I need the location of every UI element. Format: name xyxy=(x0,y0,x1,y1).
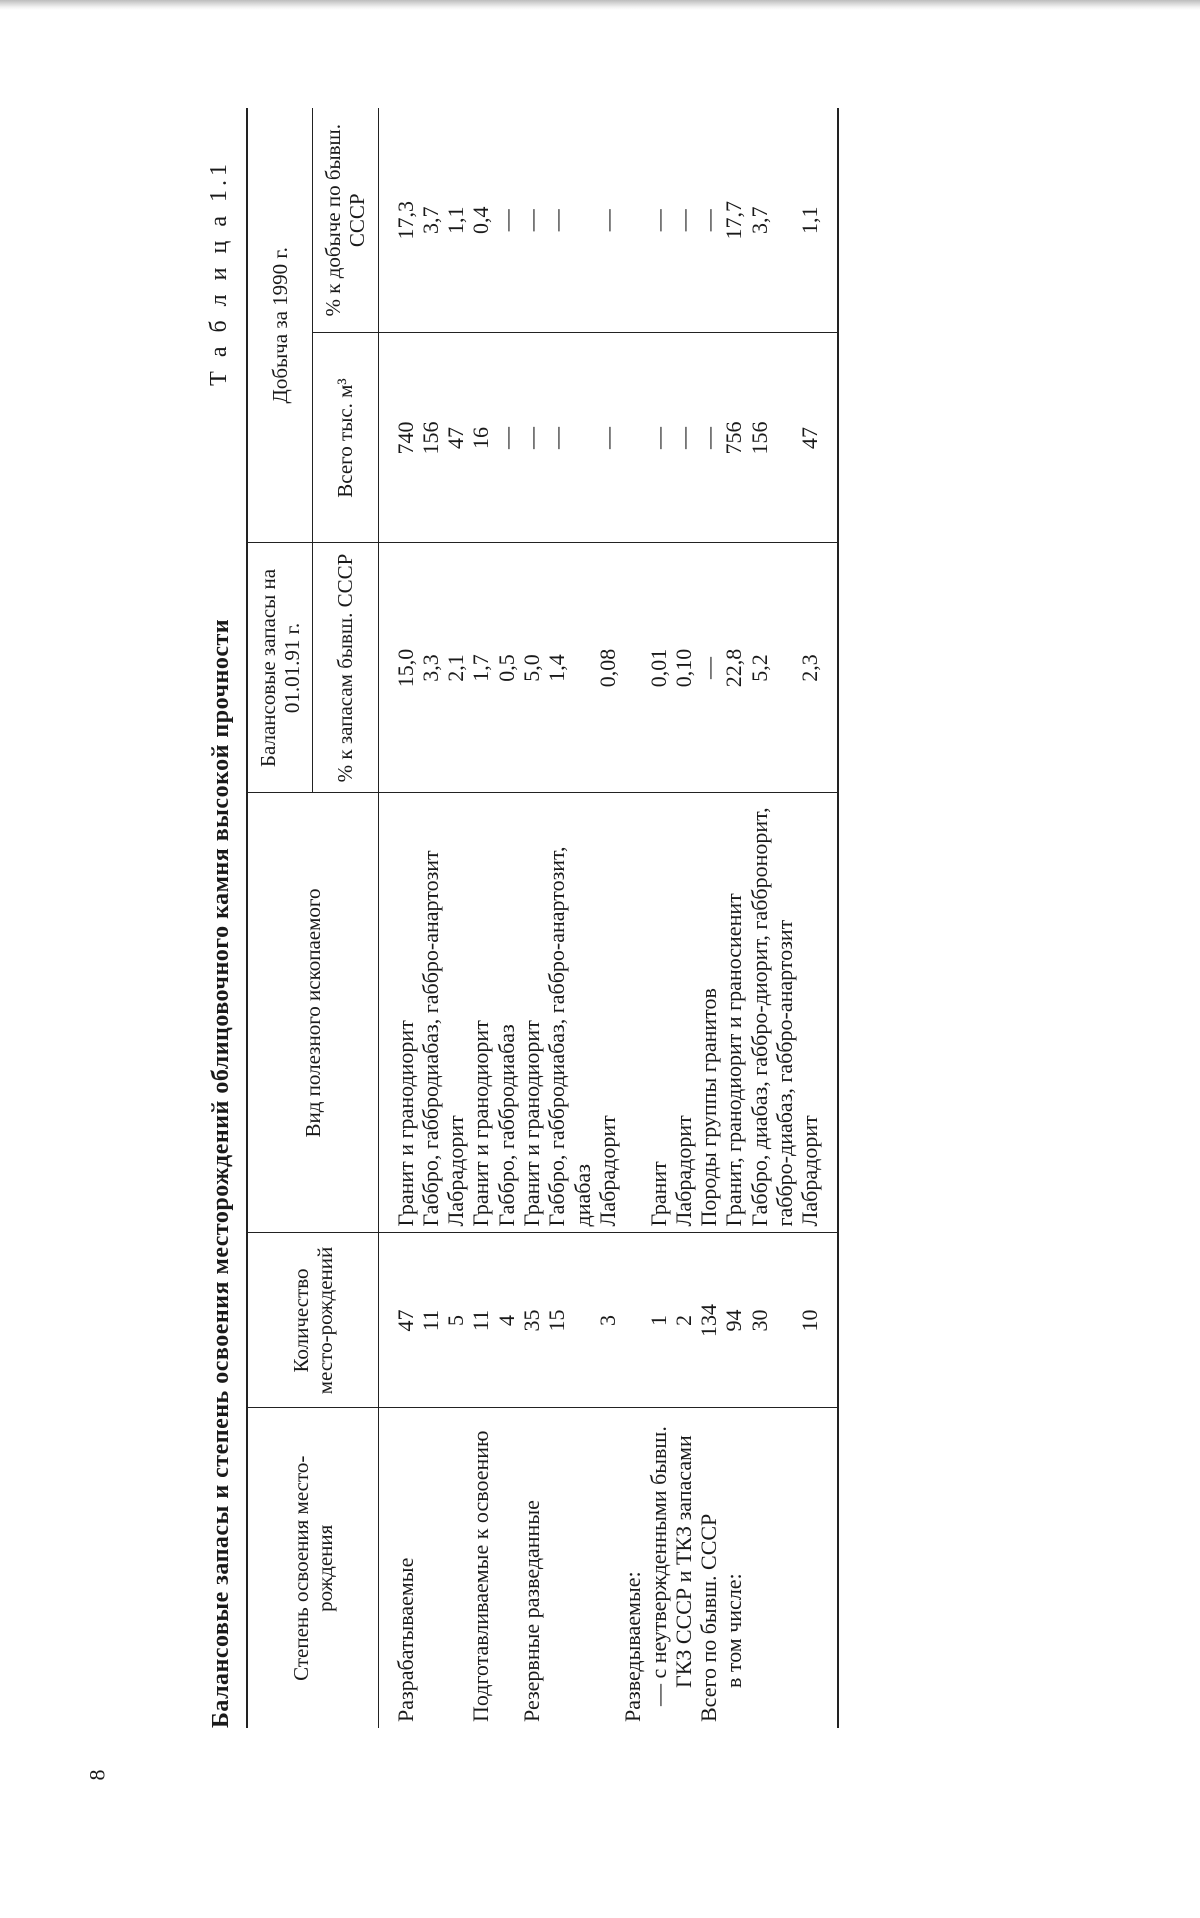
cell-mineral: Лабрадорит xyxy=(443,793,468,1233)
cell-mineral: Гранит и гранодиорит xyxy=(468,793,493,1233)
cell-count: 3 xyxy=(595,1233,620,1408)
cell-production-pct: 3,7 xyxy=(417,206,443,234)
header-stage: Степень освоения место-рождения xyxy=(247,1408,378,1728)
cell-mineral: Гранит и гранодиорит xyxy=(519,793,544,1233)
cell-count: 15 xyxy=(544,1233,595,1408)
cell-production-total: 756 xyxy=(721,333,746,543)
table-row xyxy=(646,108,671,1728)
cell-mineral: Лабрадорит xyxy=(671,793,696,1233)
cell-count: 5 xyxy=(443,1233,468,1408)
cell-count: 47 xyxy=(378,1233,418,1408)
table-row xyxy=(443,108,468,1728)
cell-production-total: 47 xyxy=(443,333,468,543)
table-row xyxy=(620,108,645,1728)
cell-production-pct: — xyxy=(519,209,545,232)
cell-production-pct: — xyxy=(696,209,722,232)
cell-production-total: — xyxy=(519,333,544,543)
cell-stage xyxy=(544,1408,595,1728)
cell-reserves-pct: 1,4 xyxy=(544,543,595,793)
cell-stage: Подготавливаемые к освоению xyxy=(468,1408,493,1728)
cell-mineral: Гранит xyxy=(646,793,671,1233)
cell-stage: ГКЗ СССР и ТКЗ запасами xyxy=(671,1408,696,1728)
table-row xyxy=(595,108,620,1728)
cell-mineral: Лабрадорит xyxy=(797,793,837,1233)
cell-production-total: 156 xyxy=(418,333,443,543)
cell-reserves-pct: 0,10 xyxy=(671,543,696,793)
cell-production-pct: — xyxy=(645,209,671,232)
cell-stage: Всего по бывш. СССР xyxy=(696,1408,721,1728)
cell-production-pct: 3,7 xyxy=(746,206,772,234)
cell-mineral: Габбро, габбродиабаз, габбро-анартозит, диабаз xyxy=(544,793,595,1233)
table-title: Балансовые запасы и степень освоения месторождений облицовочного камня высокой прочности xyxy=(208,618,234,1728)
cell-production-total: — xyxy=(696,333,721,543)
cell-count: 1 xyxy=(646,1233,671,1408)
cell-production-pct: — xyxy=(594,209,620,232)
cell-production-pct: 17,3 xyxy=(392,201,418,240)
cell-production-pct: 17,7 xyxy=(721,201,747,240)
cell-production-total: 16 xyxy=(468,333,493,543)
cell-reserves-pct: 2,1 xyxy=(443,543,468,793)
table-row xyxy=(747,108,798,1728)
cell-production-total: — xyxy=(544,333,595,543)
cell-production-total: 47 xyxy=(797,333,837,543)
cell-reserves-pct: 5,0 xyxy=(519,543,544,793)
table-row xyxy=(378,108,418,1728)
cell-reserves-pct: 0,01 xyxy=(646,543,671,793)
cell-count: 10 xyxy=(797,1233,837,1408)
cell-stage: Разведываемые: xyxy=(620,1408,645,1728)
cell-stage xyxy=(595,1408,620,1728)
cell-mineral: Габбро, габбродиабаз, габбро-анартозит xyxy=(418,793,443,1233)
cell-stage xyxy=(418,1408,443,1728)
cell-reserves-pct: 0,5 xyxy=(494,543,519,793)
cell-production-pct: — xyxy=(544,209,570,232)
cell-mineral: Гранит, гранодиорит и граносиенит xyxy=(721,793,746,1233)
cell-stage: — с неутвержденными бывш. xyxy=(646,1408,671,1728)
header-reserves-pct: % к запасам бывш. СССР xyxy=(313,543,378,793)
table-row xyxy=(519,108,544,1728)
cell-stage xyxy=(747,1408,798,1728)
table-row xyxy=(696,108,721,1728)
cell-count: 134 xyxy=(696,1233,721,1408)
cell-production-pct: 1,1 xyxy=(443,206,469,234)
table-row xyxy=(544,108,595,1728)
cell-production-total: — xyxy=(595,333,620,543)
cell-mineral: Габбро, диабаз, габбро-диорит, габбронорит, габбро-диабаз, габбро-анартозит xyxy=(747,793,798,1233)
table-row xyxy=(671,108,696,1728)
cell-mineral: Породы группы гранитов xyxy=(696,793,721,1233)
scan-top-edge xyxy=(0,0,1200,10)
cell-count: 94 xyxy=(721,1233,746,1408)
cell-mineral: Габбро, габбродиабаз xyxy=(494,793,519,1233)
cell-production-pct: 1,1 xyxy=(797,206,823,234)
cell-count: 4 xyxy=(494,1233,519,1408)
cell-production-total: 740 xyxy=(378,333,418,543)
cell-count: 30 xyxy=(747,1233,798,1408)
cell-reserves-pct: 5,2 xyxy=(747,543,798,793)
page-number: 8 xyxy=(84,1769,110,1781)
header-production-total: Всего тыс. м³ xyxy=(313,333,378,543)
cell-production-pct: — xyxy=(493,209,519,232)
cell-stage: в том числе: xyxy=(721,1408,746,1728)
cell-stage xyxy=(443,1408,468,1728)
rotated-table-block xyxy=(200,108,1090,1728)
cell-production-total xyxy=(620,333,645,543)
cell-production-pct: — xyxy=(670,209,696,232)
cell-stage: Резервные разведанные xyxy=(519,1408,544,1728)
cell-reserves-pct: 1,7 xyxy=(468,543,493,793)
cell-mineral: Гранит и гранодиорит xyxy=(378,793,418,1233)
cell-count: 11 xyxy=(468,1233,493,1408)
header-production: Добыча за 1990 г. xyxy=(247,108,313,543)
cell-reserves-pct: 3,3 xyxy=(418,543,443,793)
cell-count: 35 xyxy=(519,1233,544,1408)
cell-stage xyxy=(494,1408,519,1728)
cell-stage: Разрабатываемые xyxy=(378,1408,418,1728)
table-row xyxy=(797,108,837,1728)
cell-production-pct: 0,4 xyxy=(468,206,494,234)
cell-count: 2 xyxy=(671,1233,696,1408)
cell-reserves-pct: 15,0 xyxy=(378,543,418,793)
cell-reserves-pct xyxy=(620,543,645,793)
reserves-table xyxy=(246,108,839,1728)
cell-mineral: Лабрадорит xyxy=(595,793,620,1233)
cell-production-total: — xyxy=(494,333,519,543)
table-row xyxy=(494,108,519,1728)
cell-production-pct xyxy=(620,108,645,333)
cell-production-total: — xyxy=(671,333,696,543)
cell-mineral xyxy=(620,793,645,1233)
header-production-pct: % к добыче по бывш. СССР xyxy=(313,108,378,333)
cell-reserves-pct: 0,08 xyxy=(595,543,620,793)
table-row xyxy=(418,108,443,1728)
cell-count: 11 xyxy=(418,1233,443,1408)
header-mineral: Вид полезного ископаемого xyxy=(247,793,378,1233)
cell-reserves-pct: 22,8 xyxy=(721,543,746,793)
cell-production-total: — xyxy=(646,333,671,543)
table-label: Т а б л и ц а 1.1 xyxy=(206,160,232,386)
cell-reserves-pct: — xyxy=(696,543,721,793)
cell-reserves-pct: 2,3 xyxy=(797,543,837,793)
cell-production-total: 156 xyxy=(747,333,798,543)
header-count: Количество место-рождений xyxy=(247,1233,378,1408)
header-reserves: Балансовые запасы на 01.01.91 г. xyxy=(247,543,313,793)
cell-stage xyxy=(797,1408,837,1728)
table-row xyxy=(721,108,746,1728)
table-row xyxy=(468,108,493,1728)
cell-count xyxy=(620,1233,645,1408)
